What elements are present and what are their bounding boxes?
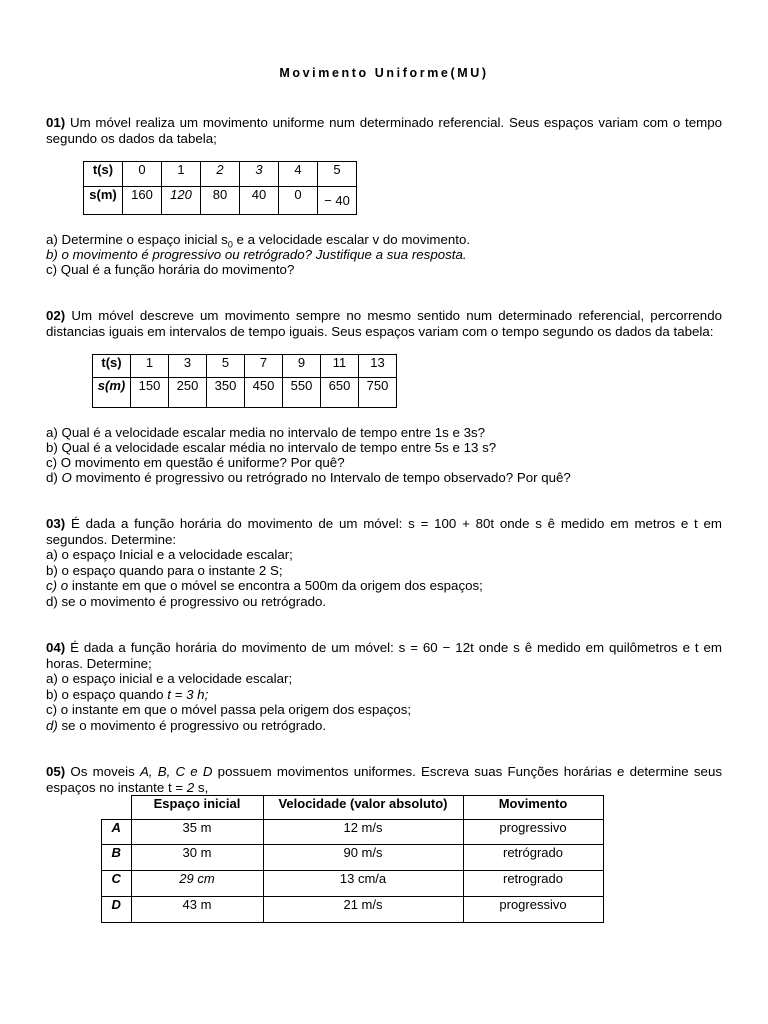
q3-item-a: a) o espaço Inicial e a velocidade escalar;	[46, 547, 293, 562]
table-cell: 35 m	[131, 820, 263, 845]
table-cell: 29 cm	[131, 871, 263, 897]
question-3-number: 03)	[46, 516, 66, 531]
table-cell: 4	[279, 162, 318, 187]
table-cell: 30 m	[131, 845, 263, 871]
table-cell: 250	[169, 378, 207, 408]
table-cell: 5	[207, 355, 245, 378]
q2-item-c: c) O movimento em questão é uniforme? Por quê?	[46, 455, 345, 470]
q3-item-b: b) o espaço quando para o instante 2 S;	[46, 563, 283, 578]
table-cell: 650	[321, 378, 359, 408]
row-label: A	[102, 820, 132, 845]
q2-item-b: b) Qual é a velocidade escalar média no intervalo de tempo entre 5s e 13 s?	[46, 440, 497, 455]
q4-item-c: c) o instante em que o móvel passa pela origem dos espaços;	[46, 702, 412, 717]
question-5-number: 05)	[46, 764, 66, 779]
table-cell: retrógrado	[463, 845, 603, 871]
table-cell: − 40	[318, 187, 357, 215]
table-header-cell: Velocidade (valor absoluto)	[263, 796, 463, 820]
table-cell: 13	[359, 355, 397, 378]
table-cell: 750	[359, 378, 397, 408]
question-4-text: 04) É dada a função horária do movimento de um móvel: s = 60 − 12t onde s ê medido em quilômetros e t em horas. Determine;	[46, 640, 722, 671]
table-cell: 3	[169, 355, 207, 378]
q2-table	[92, 354, 397, 408]
q3-item-d: d) se o movimento é progressivo ou retrógrado.	[46, 594, 327, 609]
table-cell: 9	[283, 355, 321, 378]
q1-item-a: a) Determine o espaço inicial $s_0$ e a velocidade escalar v do movimento.	[46, 232, 471, 250]
table-cell: 0	[279, 187, 318, 215]
table-cell: 2	[201, 162, 240, 187]
q4-item-a: a) o espaço inicial e a velocidade escalar;	[46, 671, 293, 686]
table-cell: 3	[240, 162, 279, 187]
q1-item-b: b) o movimento é progressivo ou retrógrado? Justifique a sua resposta.	[46, 247, 467, 262]
q2-item-d: d) O movimento é progressivo ou retrógrado no Intervalo de tempo observado? Por quê?	[46, 470, 571, 485]
table-cell: 90 m/s	[263, 845, 463, 871]
table-cell: 1	[162, 162, 201, 187]
table-cell: 150	[131, 378, 169, 408]
table-header-cell: Movimento	[463, 796, 603, 820]
table-cell: 0	[123, 162, 162, 187]
q1-item-c: c) Qual é a função horária do movimento?	[46, 262, 295, 277]
table-cell: progressivo	[463, 897, 603, 923]
table-header-cell: s(m)	[93, 378, 131, 408]
table-cell: 13 cm/a	[263, 871, 463, 897]
table-header-cell: s(m)	[84, 187, 123, 215]
table-cell: 11	[321, 355, 359, 378]
question-1-number: 01)	[46, 115, 66, 130]
q5-table	[101, 795, 604, 923]
table-cell: 80	[201, 187, 240, 215]
q4-item-d: d) se o movimento é progressivo ou retrógrado.	[46, 718, 327, 733]
table-cell: 7	[245, 355, 283, 378]
q2-item-a: a) Qual é a velocidade escalar media no intervalo de tempo entre 1s e 3s?	[46, 425, 486, 440]
table-cell: retrogrado	[463, 871, 603, 897]
question-3-text: 03) É dada a função horária do movimento de um móvel: s = 100 + 80t onde s ê medido em metros e t em segundos. Determine:	[46, 516, 722, 547]
row-label: D	[102, 897, 132, 923]
table-cell: 160	[123, 187, 162, 215]
q3-item-c: c) o instante em que o móvel se encontra a 500m da origem dos espaços;	[46, 578, 483, 593]
table-corner	[102, 796, 132, 820]
table-header-cell: t(s)	[84, 162, 123, 187]
row-label: B	[102, 845, 132, 871]
table-cell: 43 m	[131, 897, 263, 923]
question-5-text: 05) Os moveis A, B, C e D possuem movimentos uniformes. Escreva suas Funções horárias e determine seus espaços no instante t = 2 s,	[46, 764, 722, 795]
table-cell: 12 m/s	[263, 820, 463, 845]
table-header-cell: t(s)	[93, 355, 131, 378]
page-title: Movimento Uniforme(MU)	[279, 66, 489, 80]
table-cell: 450	[245, 378, 283, 408]
question-4-number: 04)	[46, 640, 66, 655]
table-cell: 350	[207, 378, 245, 408]
table-cell: 5	[318, 162, 357, 187]
q4-item-b: b) o espaço quando t = 3 h;	[46, 687, 209, 702]
row-label: C	[102, 871, 132, 897]
table-header-cell: Espaço inicial	[131, 796, 263, 820]
table-cell: 550	[283, 378, 321, 408]
table-cell: 40	[240, 187, 279, 215]
q1-table	[83, 161, 357, 215]
question-2-text: 02) Um móvel descreve um movimento sempre no mesmo sentido num determinado referencial, percorrendo distancias iguais em intervalos de tempo iguais. Seus espaços variam com o tempo segundo os dados da tabela:	[46, 308, 722, 339]
table-cell: 21 m/s	[263, 897, 463, 923]
table-cell: 1	[131, 355, 169, 378]
question-1-text: 01) Um móvel realiza um movimento uniforme num determinado referencial. Seus espaços variam com o tempo segundo os dados da tabela;	[46, 115, 722, 146]
question-2-number: 02)	[46, 308, 66, 323]
table-cell: 120	[162, 187, 201, 215]
table-cell: progressivo	[463, 820, 603, 845]
